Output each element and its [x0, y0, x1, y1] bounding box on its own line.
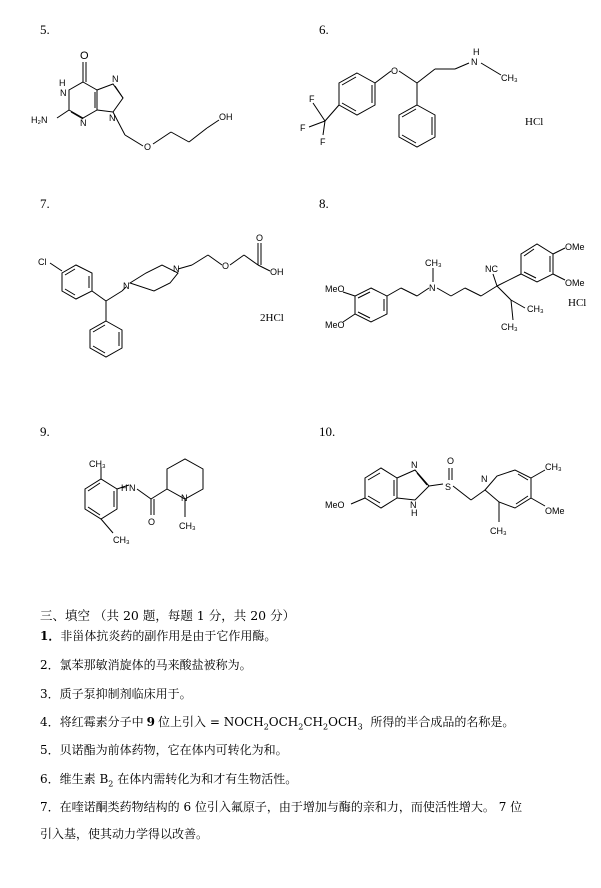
- acyclovir-n9-label: N: [109, 113, 116, 123]
- omeprazole-h-label: H: [411, 508, 418, 518]
- mepivacaine-ch3-top-label: CH₃: [89, 459, 106, 469]
- acyclovir-o-label: O: [80, 50, 89, 62]
- acyclovir-structure: [25, 40, 255, 165]
- cetirizine-o-ether-label: O: [222, 261, 230, 271]
- question-4-bold: 9: [146, 715, 156, 729]
- mepivacaine-ch3-bottom-label: CH₃: [113, 535, 130, 545]
- mepivacaine-nh-h-label: H: [121, 483, 128, 493]
- question-7-number: 7．: [40, 800, 60, 814]
- question-4-sub-4: 3: [357, 722, 363, 732]
- cetirizine-salt: 2HCl: [260, 312, 284, 324]
- question-6-text-b: 在体内需转化为和才有生物活性。: [113, 772, 298, 786]
- verapamil-nc-label: NC: [485, 264, 498, 274]
- question-4-text-b: 位上引入 = NOCH: [158, 715, 264, 729]
- question-3-number: 3．: [40, 687, 60, 701]
- item-number-8: 8.: [319, 196, 329, 211]
- question-3-text: 质子泵抑制剂临床用于。: [59, 687, 192, 701]
- omeprazole-n-py-label: N: [481, 474, 488, 484]
- acyclovir-n3-label: N: [80, 118, 87, 128]
- cetirizine-n2-label: N: [173, 264, 180, 274]
- question-2: [40, 657, 252, 674]
- mepivacaine-ch3-n-label: CH₃: [179, 521, 196, 531]
- omeprazole-o-label: O: [447, 456, 455, 466]
- question-6: [40, 771, 297, 792]
- question-5-number: 5．: [40, 743, 60, 757]
- question-4-text-c: 所得的半合成品的名称是。: [362, 715, 515, 729]
- fluoxetine-f2-label: F: [300, 123, 306, 133]
- item-number-5: 5.: [40, 22, 50, 37]
- question-4-t3: OCH: [328, 715, 358, 729]
- verapamil-ome2-label: OMe: [565, 278, 585, 288]
- verapamil-n-label: N: [429, 283, 436, 293]
- fluoxetine-f1-label: F: [309, 94, 315, 104]
- verapamil-structure: [325, 230, 595, 345]
- acyclovir-o-ether-label: O: [144, 142, 152, 152]
- question-6-text-a: 维生素 B: [59, 772, 109, 786]
- acyclovir-n7-label: N: [112, 74, 119, 84]
- omeprazole-n-top-label: N: [411, 460, 418, 470]
- cetirizine-cl-label: Cl: [38, 257, 47, 267]
- verapamil-ome1-label: OMe: [565, 242, 585, 252]
- mepivacaine-nh-n-label: N: [129, 483, 136, 493]
- acyclovir-oh-label: OH: [219, 112, 233, 122]
- omeprazole-n-bottom-label: N: [410, 500, 417, 510]
- question-4-text-a: 将红霉素分子中: [59, 715, 144, 729]
- cetirizine-oh-label: OH: [270, 267, 284, 277]
- fluoxetine-n-label: N: [471, 57, 478, 67]
- mepivacaine-structure: [55, 455, 255, 565]
- acyclovir-h-label: H: [59, 78, 66, 88]
- cetirizine-structure: [30, 225, 300, 365]
- omeprazole-structure: [325, 448, 590, 553]
- fluoxetine-f3-label: F: [320, 137, 326, 147]
- question-7-text: 在喹诺酮类药物结构的 6 位引入氟原子，由于增加与酶的亲和力，而使活性增大。 7 位: [59, 800, 523, 814]
- fluoxetine-salt: HCl: [525, 116, 544, 128]
- cetirizine-n1-label: N: [123, 281, 130, 291]
- question-3: [40, 686, 192, 703]
- item-number-10: 10.: [319, 424, 336, 439]
- question-4-number: 4．: [40, 715, 60, 729]
- item-number-9: 9.: [40, 424, 50, 439]
- item-number-6: 6.: [319, 22, 329, 37]
- omeprazole-ome-label: OMe: [545, 506, 565, 516]
- verapamil-ch3-a-label: CH₃: [527, 304, 544, 314]
- question-4-t2: CH: [303, 715, 324, 729]
- acyclovir-nh2-label: H₂N: [31, 115, 48, 125]
- fluoxetine-o-label: O: [391, 66, 399, 76]
- question-1-text: 非甾体抗炎药的副作用是由于它作用酶。: [60, 629, 277, 643]
- omeprazole-ch3-bottom-label: CH₃: [490, 526, 507, 536]
- omeprazole-ch3-top-label: CH₃: [545, 462, 562, 472]
- question-7: [40, 799, 522, 816]
- question-4-sub-3: 2: [323, 722, 329, 732]
- question-1-number: 1．: [40, 629, 61, 643]
- verapamil-ch3-n-label: CH₃: [425, 258, 442, 268]
- verapamil-meo2-label: MeO: [325, 320, 345, 330]
- question-7-continued: [40, 826, 208, 843]
- verapamil-ch3-b-label: CH₃: [501, 322, 518, 332]
- omeprazole-meo-label: MeO: [325, 500, 345, 510]
- question-5: [40, 742, 288, 759]
- fluoxetine-ch3-label: CH₃: [501, 73, 518, 83]
- verapamil-meo1-label: MeO: [325, 284, 345, 294]
- fluoxetine-h-label: H: [473, 47, 480, 57]
- omeprazole-s-label: S: [445, 482, 452, 492]
- question-2-text: 氯苯那敏消旋体的马来酸盐被称为。: [59, 658, 252, 672]
- question-4-t1: OCH: [268, 715, 299, 729]
- item-number-7: 7.: [40, 196, 50, 211]
- mepivacaine-n-label: N: [181, 493, 188, 503]
- question-4-sub-1: 2: [263, 722, 269, 732]
- fluoxetine-structure: [295, 45, 545, 160]
- section-title: 三、填空 （共 20 题，每题 1 分，共 20 分）: [40, 608, 296, 623]
- question-1: [40, 628, 276, 645]
- question-2-number: 2．: [40, 658, 60, 672]
- acyclovir-n1-label: N: [60, 88, 67, 98]
- question-6-sub: 2: [108, 779, 114, 789]
- question-4-sub-2: 2: [298, 722, 304, 732]
- question-7-continued-text: 引入基，使其动力学得以改善。: [40, 827, 209, 841]
- question-5-text: 贝诺酯为前体药物，它在体内可转化为和。: [59, 743, 288, 757]
- question-4: [40, 714, 514, 735]
- cetirizine-o-carbonyl-label: O: [256, 233, 264, 243]
- mepivacaine-o-label: O: [148, 517, 156, 527]
- verapamil-salt: HCl: [568, 297, 587, 309]
- question-6-number: 6．: [40, 772, 60, 786]
